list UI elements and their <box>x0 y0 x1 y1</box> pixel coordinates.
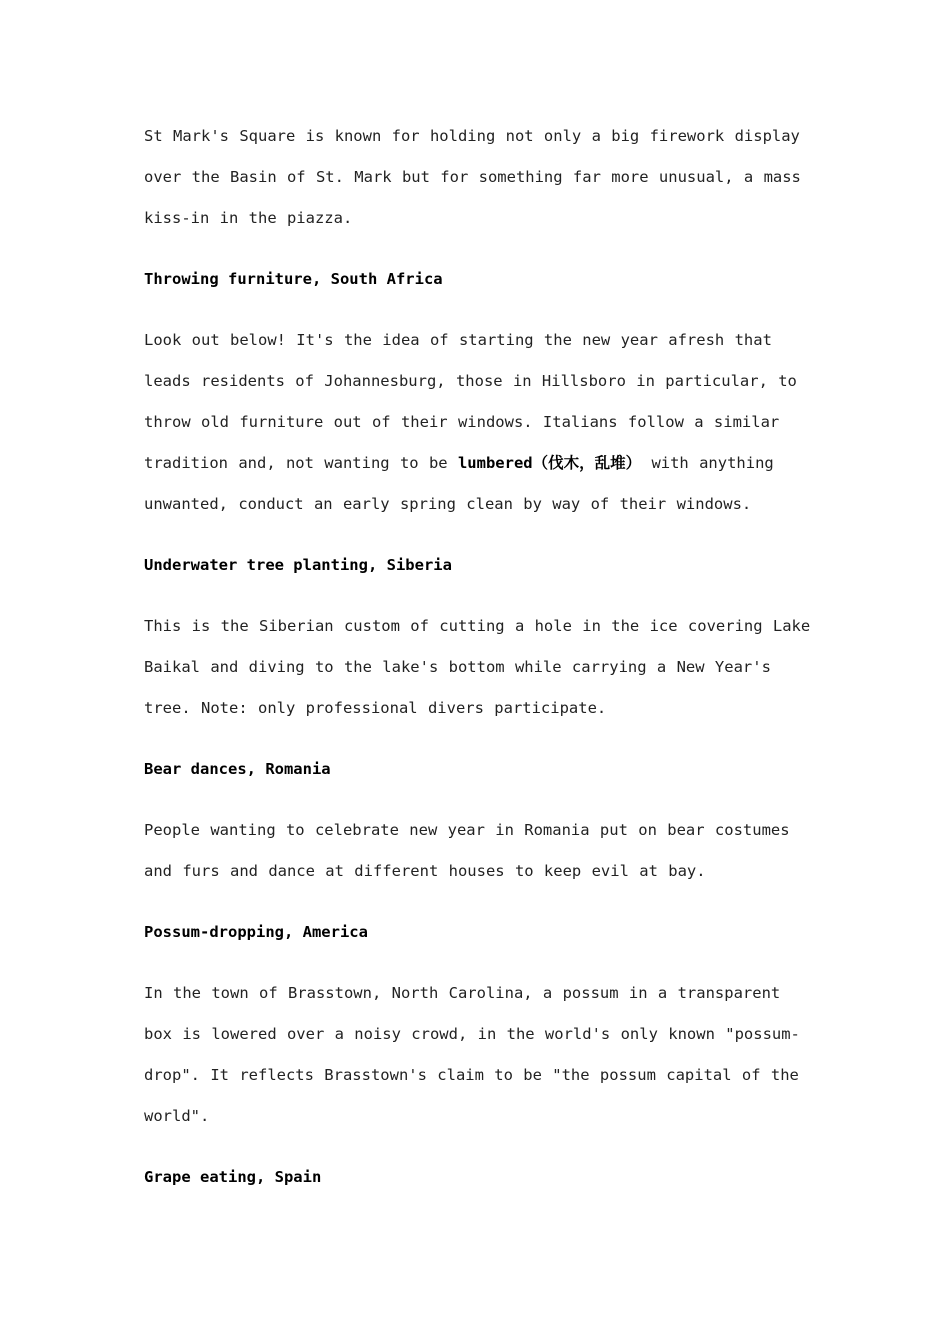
heading-throwing-furniture: Throwing furniture, South Africa <box>144 270 443 288</box>
heading-grape-eating: Grape eating, Spain <box>144 1168 322 1186</box>
spacer <box>144 300 814 320</box>
spacer <box>144 1137 814 1157</box>
spacer <box>144 729 814 749</box>
spacer <box>144 892 814 912</box>
paragraph-bear-dances: People wanting to celebrate new year in Romania put on bear costumes and furs and dance at different houses to keep evil at bay. <box>144 821 790 880</box>
document-body <box>144 116 814 1198</box>
spacer <box>144 586 814 606</box>
heading-bear-dances: Bear dances, Romania <box>144 760 331 778</box>
spacer <box>144 953 814 973</box>
paragraph-text: with anything unwanted, conduct an early spring clean by way of their windows. <box>144 454 774 513</box>
spacer <box>144 239 814 259</box>
paragraph-st-marks: St Mark's Square is known for holding not only a big firework display over the Basin of St. Mark but for something far more unusual, a mass kiss-in in the piazza. <box>144 127 801 227</box>
heading-underwater-tree: Underwater tree planting, Siberia <box>144 556 452 574</box>
bold-term-lumbered: lumbered（伐木，乱堆） <box>457 454 642 472</box>
paragraph-possum-dropping: In the town of Brasstown, North Carolina, a possum in a transparent box is lowered over a noisy crowd, in the world's only known "possum-drop". It reflects Brasstown's claim to be "the possum capital of the world". <box>144 984 800 1125</box>
paragraph-throwing-furniture <box>144 320 814 525</box>
spacer <box>144 790 814 810</box>
paragraph-underwater-tree: This is the Siberian custom of cutting a hole in the ice covering Lake Baikal and diving to the lake's bottom while carrying a New Year's tree. Note: only professional divers participate. <box>144 617 811 717</box>
paragraph-text: Look out below! It's the idea of starting the new year afresh that leads residents of Johannesburg, those in Hillsboro in particular, to throw old furniture out of their windows. Italians follow a similar tradition and, not wanting to be <box>144 331 797 472</box>
spacer <box>144 525 814 545</box>
heading-possum-dropping: Possum-dropping, America <box>144 923 368 941</box>
